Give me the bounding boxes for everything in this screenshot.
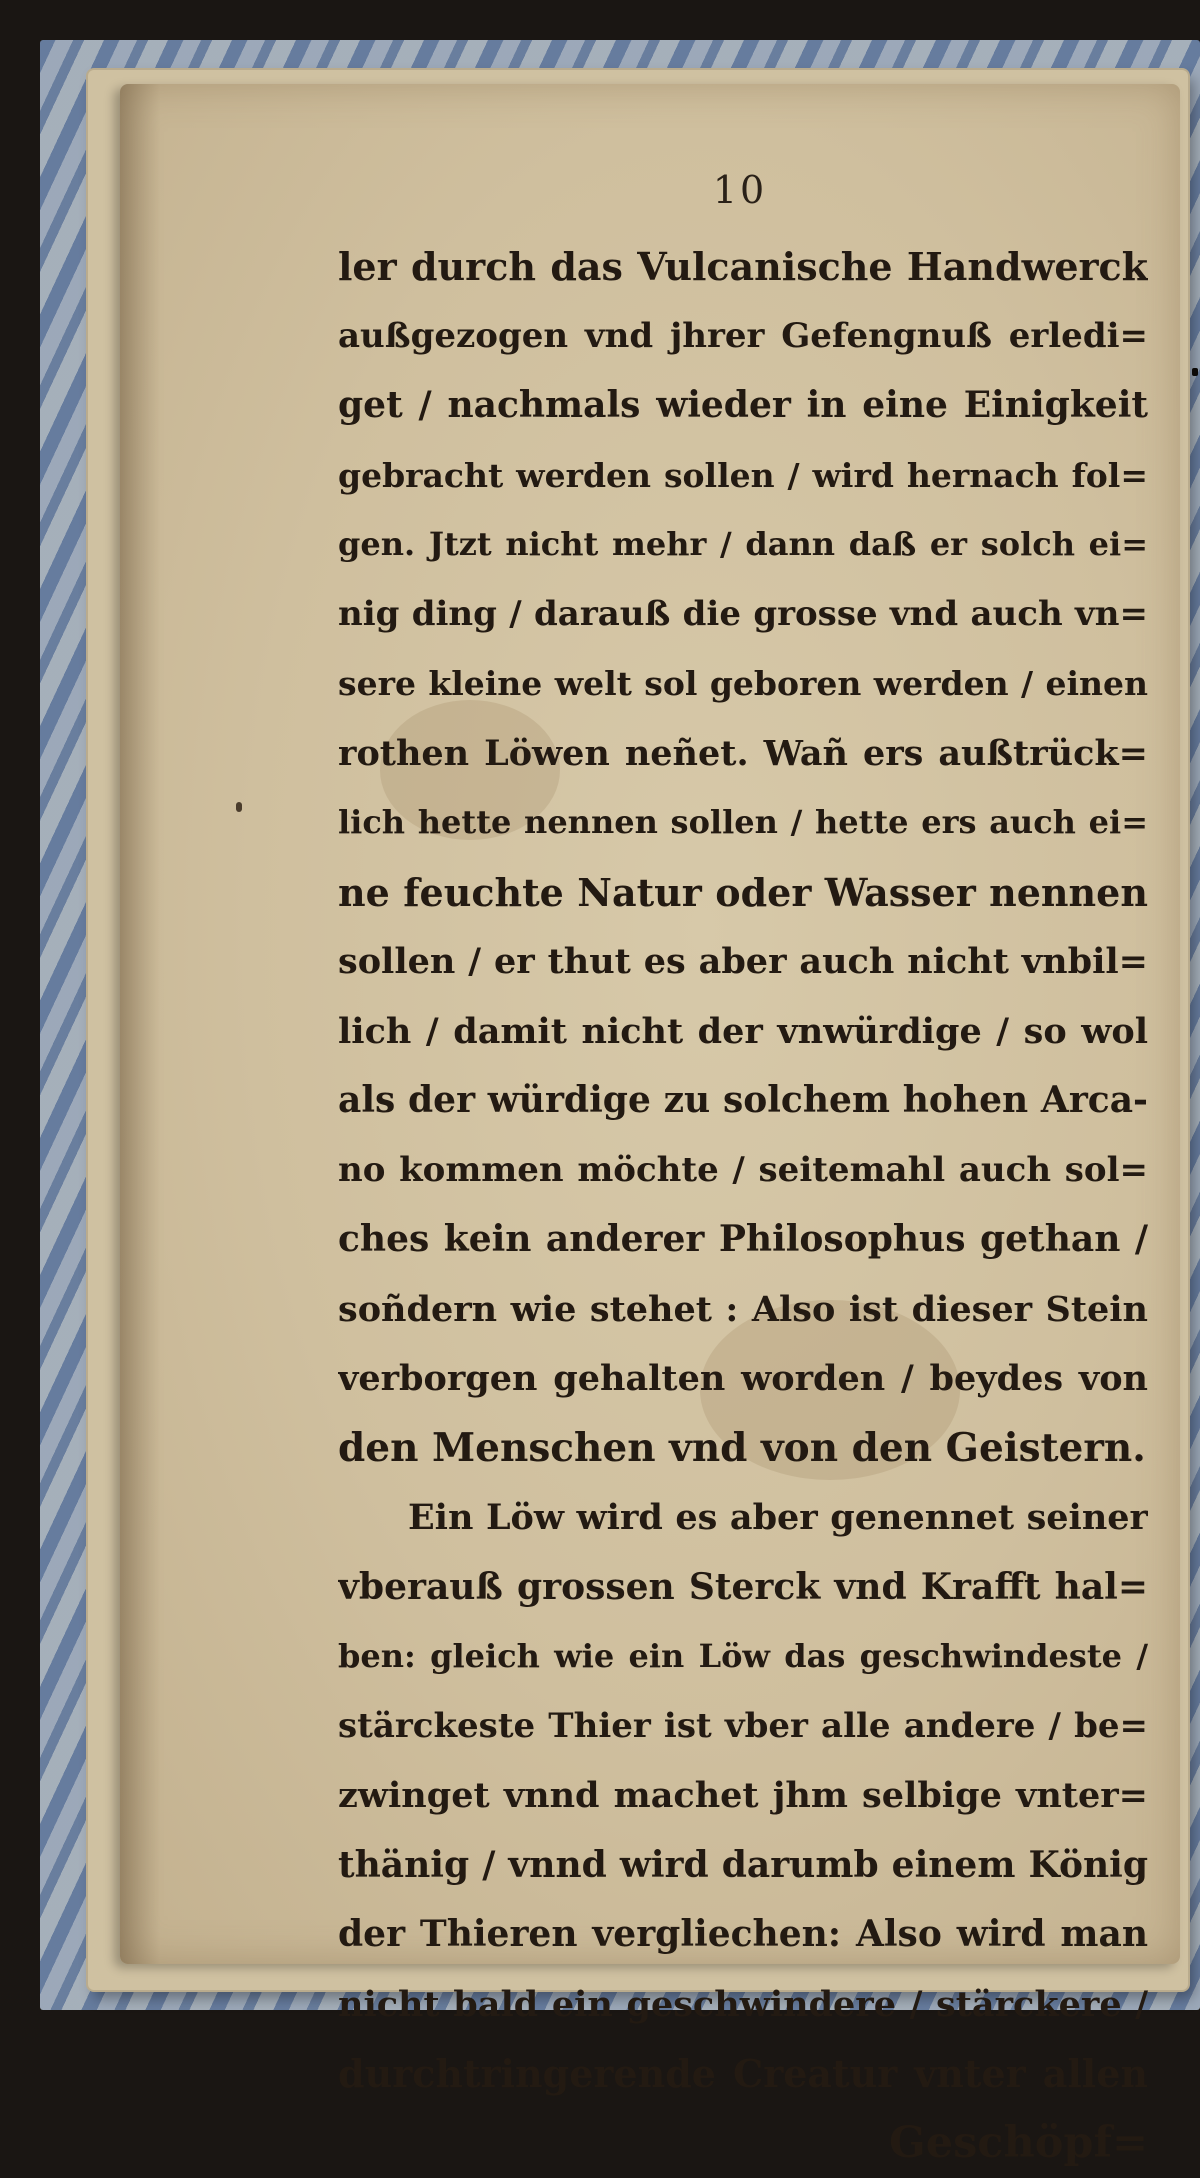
page-gutter-shadow	[120, 84, 160, 1964]
text-line: lich hette nennen sollen / hette ers auch ei=	[338, 788, 1148, 858]
ink-speck	[236, 802, 242, 812]
text-line: no kommen möchte / seitemahl auch sol=	[338, 1136, 1148, 1206]
text-line: den Menschen vnd von den Geistern.	[338, 1414, 1148, 1484]
text-line: als der würdige zu solchem hohen Arca-	[338, 1066, 1148, 1136]
edge-mark	[1192, 368, 1198, 376]
text-line: gebracht werden sollen / wird hernach fol=	[338, 441, 1148, 511]
text-line: lich / damit nicht der vnwürdige / so wol	[338, 997, 1148, 1067]
text-line: Geschöpf=	[338, 2109, 1148, 2178]
text-line: ches kein anderer Philosophus gethan /	[338, 1205, 1148, 1275]
text-line: Ein Löw wird es aber genennet seiner	[338, 1483, 1148, 1553]
text-line: soñdern wie stehet : Also ist dieser Stein	[338, 1275, 1148, 1345]
page-number: 10	[700, 168, 780, 212]
body-text	[338, 232, 1148, 2178]
text-line: rothen Löwen neñet. Wañ ers außtrück=	[338, 719, 1148, 789]
text-line: außgezogen vnd jhrer Gefengnuß erledi=	[338, 302, 1148, 372]
text-line: der Thieren vergliechen: Also wird man	[338, 1900, 1148, 1970]
text-line: vberauß grossen Sterck vnd Krafft hal=	[338, 1553, 1148, 1623]
text-line: durchtringerende Creatur vnter allen	[338, 2039, 1148, 2109]
text-line: sollen / er thut es aber auch nicht vnbil=	[338, 927, 1148, 997]
text-line: ler durch das Vulcanische Handwerck	[338, 232, 1148, 302]
text-line: sere kleine welt sol geboren werden / einen	[338, 649, 1148, 719]
text-line: zwinget vnnd machet jhm selbige vnter=	[338, 1761, 1148, 1831]
text-line: nicht bald ein geschwindere / stärckere /	[338, 1970, 1148, 2040]
text-line: get / nachmals wieder in eine Einigkeit	[338, 371, 1148, 441]
text-line: verborgen gehalten worden / beydes von	[338, 1344, 1148, 1414]
text-line: nig ding / darauß die grosse vnd auch vn=	[338, 580, 1148, 650]
text-line: ne feuchte Natur oder Wasser nennen	[338, 858, 1148, 928]
text-line: thänig / vnnd wird darumb einem König	[338, 1831, 1148, 1901]
text-line: gen. Jtzt nicht mehr / dann daß er solch ei=	[338, 510, 1148, 580]
text-line: stärckeste Thier ist vber alle andere / be=	[338, 1692, 1148, 1762]
text-line: ben: gleich wie ein Löw das geschwindeste /	[338, 1622, 1148, 1692]
